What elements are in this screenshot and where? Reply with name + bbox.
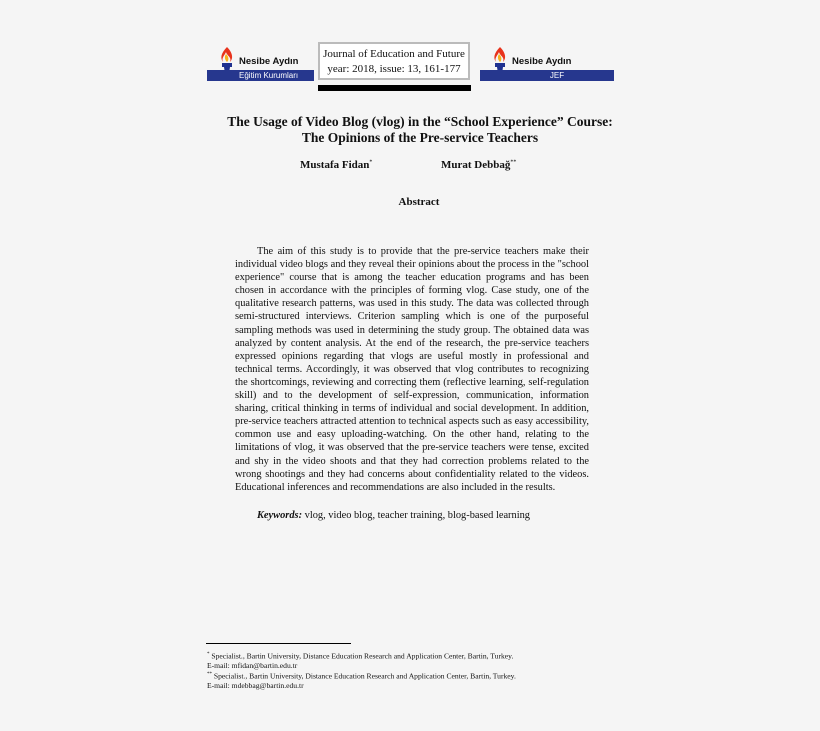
paper-title — [180, 114, 660, 146]
author-1 — [300, 159, 372, 171]
keywords-list: vlog, video blog, teacher training, blog-based learning — [304, 510, 530, 521]
journal-issue: year: 2018, issue: 13, 161-177 — [327, 63, 461, 75]
logo-bar — [207, 70, 314, 81]
author-2 — [441, 159, 516, 171]
footnote-affiliation-1: * Specialist., Bartin University, Distance Education Research and Application Center, Bartin, Turkey. — [207, 651, 514, 661]
author-name: Mustafa Fidan — [300, 159, 370, 171]
publisher-logo-left — [207, 46, 314, 82]
author-mark: * — [369, 159, 373, 166]
journal-name: Journal of Education and Future — [323, 48, 465, 60]
footnote-email-1: E-mail: mfidan@bartin.edu.tr — [207, 660, 298, 670]
logo-name: Nesibe Aydın — [512, 56, 572, 67]
publisher-logo-right — [480, 46, 614, 82]
logo-bar — [480, 70, 614, 81]
footnote-rule — [206, 643, 351, 644]
footnote-affiliation-2: ** Specialist., Bartin University, Distance Education Research and Application Center, Bartin, Turkey. — [207, 671, 516, 681]
logo-name: Nesibe Aydın — [239, 56, 299, 67]
footnote-mark: * — [207, 652, 210, 657]
journal-info-box — [318, 42, 470, 80]
footnotes — [207, 650, 516, 690]
abstract-text: The aim of this study is to provide that the pre-service teachers make their individual video blogs and they reveal their opinions about the process in the "school experience" course that is among the teacher education programs and has been chosen in accordance with the principles of forming vlog. Case study, one of the qualitative research patterns, was used in this study. The data was collected through semi-structured interviews. Criterion sampling which is one of the purposeful sampling methods was used in determining the study group. The obtained data was analyzed by content analysis. At the end of the research, the pre-service teachers expressed opinions regarding that vlogs are useful mostly in professional and technical terms. Accordingly, it was observed that vlog contributes to recognizing the shortcomings, reviewing and correcting them (reflective learning, self-regulation skill) and to the development of self-expression, communication, information sharing, critical thinking in terms of individual and social development. In addition, pre-service teachers attracted attention to technical aspects such as easy accessibility, common use and easy uploading-watching. On the other hand, relating to the limitations of vlog, it was observed that the pre-service teachers were tense, excited and shy in the video shoots and that they had correction problems related to the wrong shootings and they had concerns about confidentiality related to the videos. Educational inferences and recommendations are also included in the results. — [235, 246, 589, 493]
title-line-1: The Usage of Video Blog (vlog) in the “School Experience” Course: — [227, 114, 613, 129]
footnote-email-2: E-mail: mdebbag@bartin.edu.tr — [207, 680, 304, 690]
author-name: Murat Debbağ — [441, 159, 511, 171]
keywords-label: Keywords: — [257, 510, 303, 521]
abstract-heading: Abstract — [398, 196, 440, 208]
logo-subtitle: JEF — [549, 71, 565, 80]
author-mark: ** — [510, 159, 517, 166]
footnote-mark: ** — [207, 671, 212, 677]
logo-subtitle: Eğitim Kurumları — [239, 71, 299, 80]
journal-underbar — [318, 85, 471, 91]
title-line-2: The Opinions of the Pre-service Teachers — [301, 130, 539, 145]
keywords — [257, 510, 530, 521]
